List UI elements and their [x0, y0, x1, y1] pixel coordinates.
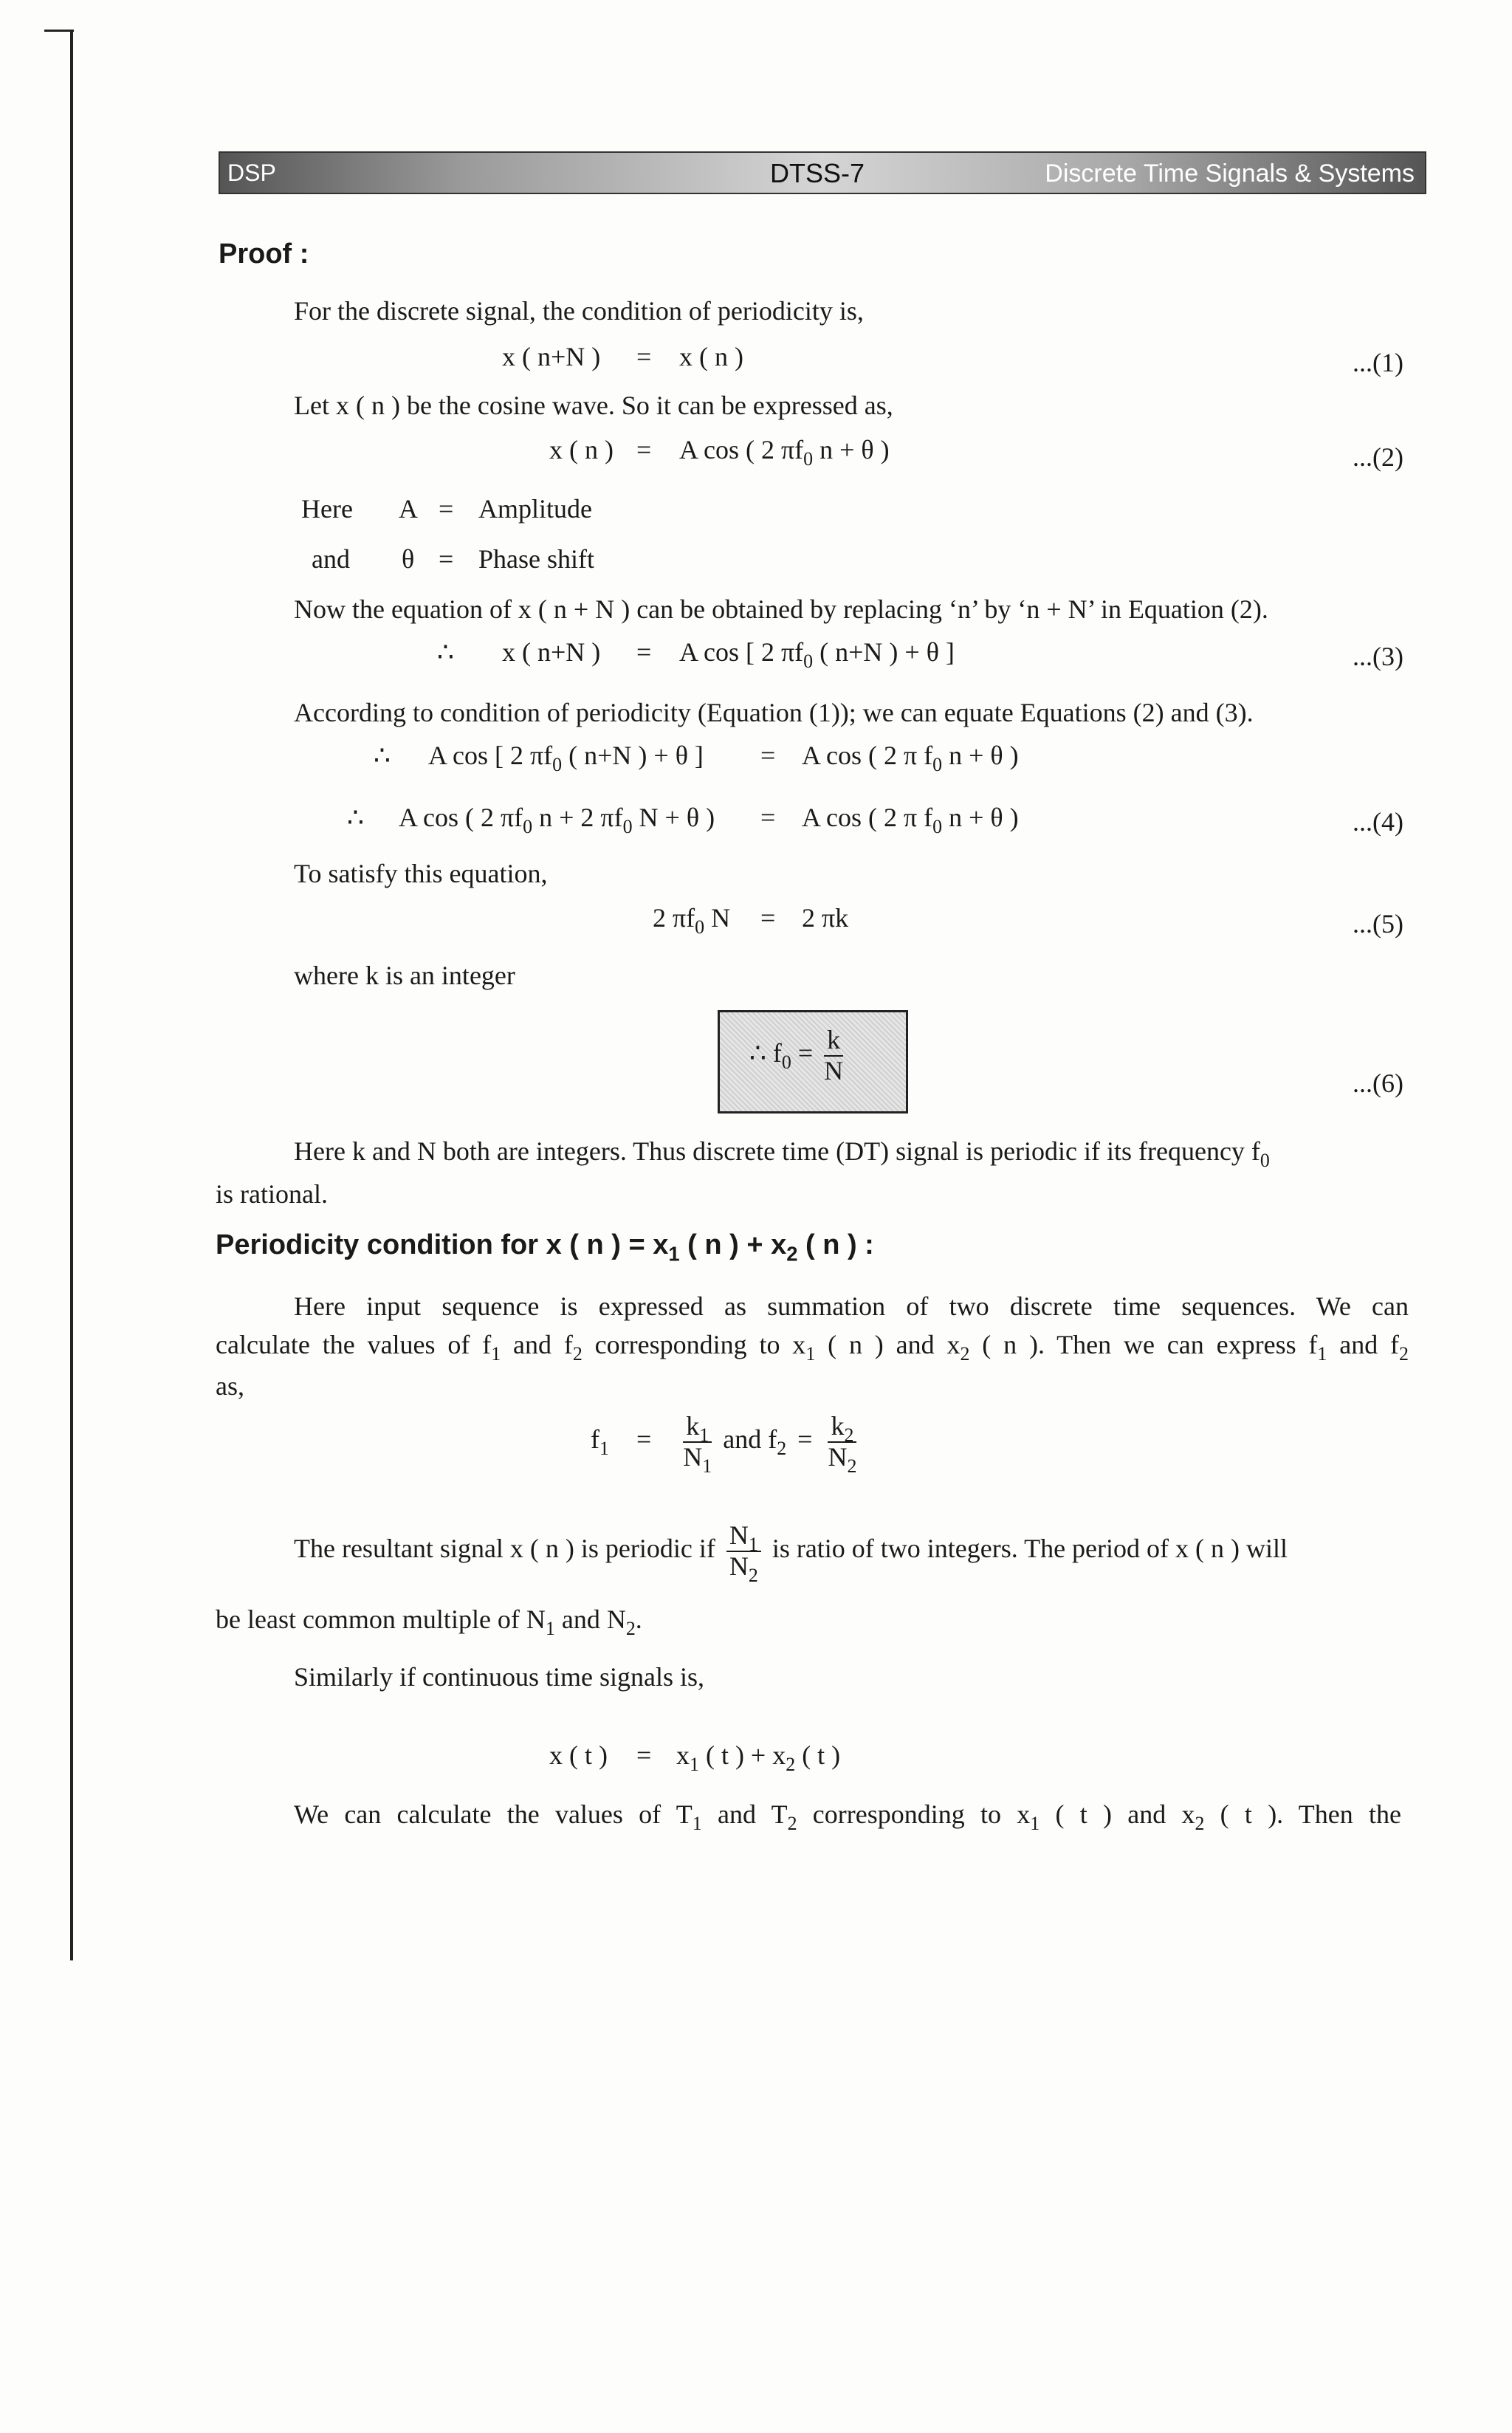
equals-sign: = [636, 1740, 652, 1770]
ratio-equations: $f_1$ = $\frac{k_1}{N_1}$ and $f_2$ = $\frac{k_2}{N_2}$ [591, 1411, 857, 1477]
fraction-k-over-n: $\frac{k}{N}$ [824, 1025, 844, 1085]
header-left: DSP [227, 159, 276, 186]
definition-value: Amplitude [478, 494, 592, 524]
therefore-symbol: ∴ [437, 637, 454, 667]
equation-4a-rhs: A cos ( 2 π $f_0$ n + θ ) [802, 741, 1019, 776]
equation-2-rhs: A cos ( 2 $\pi f_0$ n + θ ) [679, 435, 890, 470]
equals-sign: = [439, 494, 454, 524]
equation-4a-lhs: A cos [ 2 $\pi f_0$ ( n+N ) + θ ] [428, 741, 704, 776]
equation-3-lhs: x ( n+N ) [502, 637, 601, 667]
paragraph: Now the equation of x ( n + N ) can be obtained by replacing ‘n’ by ‘n + N’ in Equation (2). [294, 594, 1268, 624]
equation-number: ...(5) [1353, 909, 1403, 938]
running-header [219, 151, 1426, 194]
boxed-result [718, 1010, 908, 1113]
equation-number: ...(3) [1353, 642, 1403, 671]
fraction-k2-over-n2: $\frac{k_2}{N_2}$ [828, 1411, 857, 1477]
paragraph: Here k and N both are integers. Thus discrete time (DT) signal is periodic if its frequency $f_0$ [294, 1136, 1270, 1172]
equation-number: ...(6) [1353, 1068, 1403, 1098]
paragraph-line: calculate the values of $f_1$ and $f_2$ corresponding to $x_1$ ( n ) and $x_2$ ( n ). Then we can express $f_1$ and $f_2$ [216, 1330, 1409, 1365]
equation-ct-rhs: $x_1$ ( t ) + $x_2$ ( t ) [676, 1740, 841, 1776]
section-heading: Periodicity condition for x ( n ) = $x_1$ ( n ) + $x_2$ ( n ) : [216, 1229, 874, 1266]
header-chapter-title: Discrete Time Signals & Systems [1045, 159, 1415, 188]
boxed-equation: ∴ $f_0$ = $\frac{k}{N}$ [749, 1025, 844, 1085]
equation-number: ...(1) [1353, 348, 1403, 377]
fraction-n1-over-n2: $\frac{N_1}{N_2}$ [726, 1521, 761, 1581]
equation-1-lhs: x ( n+N ) [502, 342, 601, 371]
paragraph: Similarly if continuous time signals is, [294, 1662, 704, 1692]
definition-label: and [312, 544, 350, 574]
equals-sign: = [760, 741, 776, 770]
definition-symbol: θ [402, 544, 415, 574]
equation-5-lhs: 2 $\pi f_0$ N [653, 903, 731, 938]
equation-4b-rhs: A cos ( 2 π $f_0$ n + θ ) [802, 803, 1019, 838]
paragraph: Here input sequence is expressed as summation of two discrete time sequences. We can [294, 1291, 1409, 1321]
margin-tick [44, 30, 74, 32]
paragraph: According to condition of periodicity (Equation (1)); we can equate Equations (2) and (3). [294, 698, 1254, 727]
paragraph: We can calculate the values of $T_1$ and $T_2$ corresponding to $x_1$ ( t ) and $x_2$ ( t ). Then the [294, 1799, 1401, 1835]
equation-number: ...(4) [1353, 807, 1403, 837]
margin-rule [70, 30, 73, 1960]
equals-sign: = [636, 435, 652, 464]
equation-4b-lhs: A cos ( 2 $\pi f_0$ n + 2 $\pi f_0$ N + θ ) [399, 803, 715, 838]
equals-sign: = [636, 637, 652, 667]
equals-sign: = [439, 544, 454, 574]
paragraph: where k is an integer [294, 961, 515, 990]
equation-3-rhs: A cos [ 2 $\pi f_0$ ( n+N ) + θ ] [679, 637, 955, 673]
header-page-id: DTSS-7 [770, 158, 865, 188]
paragraph: To satisfy this equation, [294, 859, 548, 888]
paragraph-continuation: is rational. [216, 1179, 328, 1209]
paragraph: For the discrete signal, the condition of periodicity is, [294, 296, 864, 326]
fraction-k1-over-n1: $\frac{k_1}{N_1}$ [683, 1411, 712, 1477]
paragraph-line: as, [216, 1371, 244, 1401]
paragraph: The resultant signal x ( n ) is periodic if $\frac{N_1}{N_2}$ is ratio of two integers. The period of x ( n ) will [294, 1520, 1288, 1586]
equals-sign: = [636, 342, 652, 371]
paragraph-line: be least common multiple of $N_1$ and $N_2$. [216, 1605, 642, 1640]
equation-2-lhs: x ( n ) [549, 435, 614, 464]
therefore-symbol: ∴ [374, 741, 391, 770]
equation-ct-lhs: x ( t ) [549, 1740, 608, 1770]
equation-5-rhs: 2 πk [802, 903, 849, 933]
proof-heading: Proof : [219, 239, 309, 270]
definition-label: Here [301, 494, 353, 524]
equals-sign: = [760, 803, 776, 832]
therefore-symbol: ∴ [347, 803, 364, 832]
definition-value: Phase shift [478, 544, 594, 574]
paragraph: Let x ( n ) be the cosine wave. So it can be expressed as, [294, 391, 893, 420]
equation-number: ...(2) [1353, 442, 1403, 472]
equals-sign: = [760, 903, 776, 933]
equation-1-rhs: x ( n ) [679, 342, 743, 371]
definition-symbol: A [399, 494, 418, 524]
